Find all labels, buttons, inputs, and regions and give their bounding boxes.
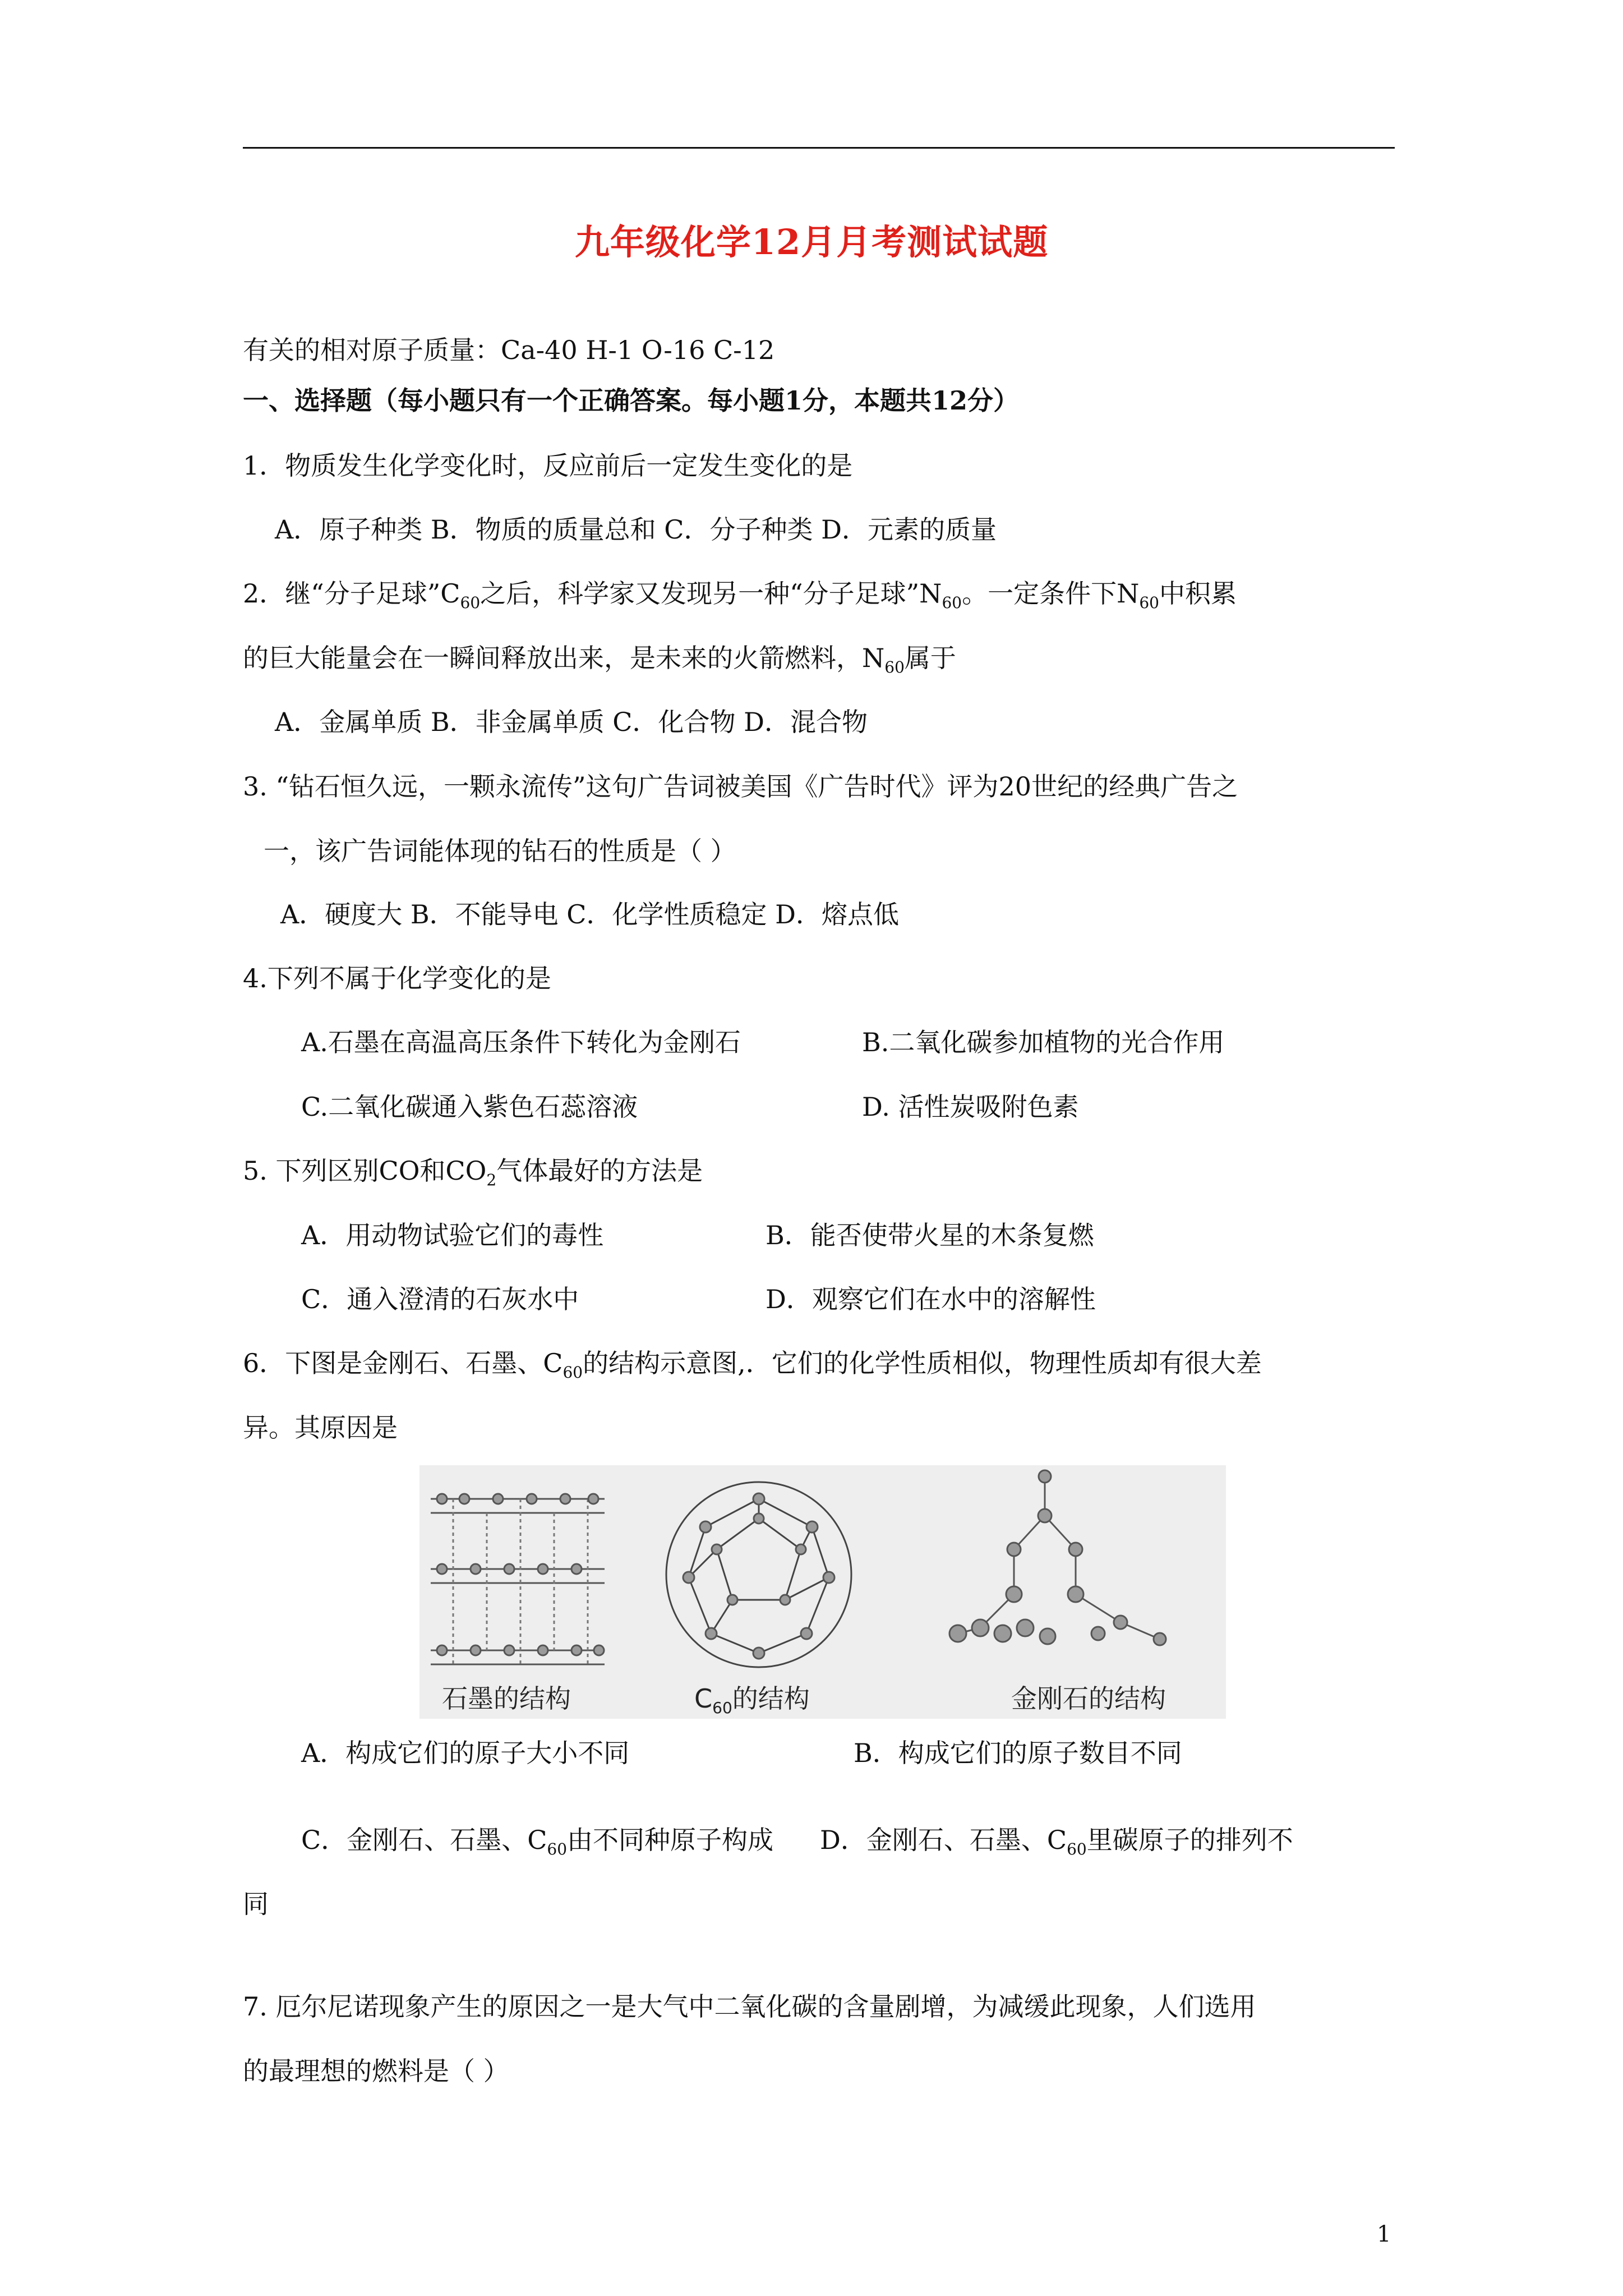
question-5-option-a: A．用动物试验它们的毒性 [301, 1220, 604, 1250]
question-3-options: A．硬度大 B．不能导电 C．化学性质稳定 D．熔点低 [280, 899, 899, 930]
question-4-option-d: D. 活性炭吸附色素 [862, 1092, 1079, 1122]
question-5-option-b: B．能否使带火星的木条复燃 [766, 1220, 1094, 1250]
question-5-stem: 5. 下列区别CO和$CO_2$气体最好的方法是 [243, 1156, 703, 1189]
page-number: 1 [1377, 2221, 1391, 2247]
question-6-stem-line2: 异。其原因是 [243, 1412, 398, 1443]
header-rule [243, 147, 1395, 149]
question-3-stem-line2: 一，该广告词能体现的钻石的性质是（ ） [264, 836, 736, 866]
question-4-option-c: C.二氧化碳通入紫色石蕊溶液 [301, 1092, 638, 1122]
carbon-structures-figure [419, 1465, 1226, 1719]
question-1-options: A．原子种类 B．物质的质量总和 C．分子种类 D．元素的质量 [275, 514, 997, 545]
section-heading: 一、选择题（每小题只有一个正确答案。每小题1分，本题共12分） [243, 385, 1020, 416]
question-6-option-b: B．构成它们的原子数目不同 [854, 1738, 1182, 1768]
c60-caption: $C_{60}$的结构 [694, 1683, 810, 1717]
question-1-stem: 1．物质发生化学变化时，反应前后一定发生变化的是 [243, 450, 853, 481]
question-2-options: A．金属单质 B．非金属单质 C．化合物 D．混合物 [275, 707, 868, 737]
question-4-stem: 4.下列不属于化学变化的是 [243, 963, 551, 993]
question-6-option-d-line2: 同 [243, 1889, 269, 1919]
question-6-option-c: C．金刚石、石墨、$C_{60}$由不同种原子构成 [301, 1825, 774, 1858]
c60-structure [666, 1482, 851, 1667]
question-4-option-b: B.二氧化碳参加植物的光合作用 [862, 1027, 1225, 1057]
question-6-stem: 6．下图是金刚石、石墨、$C_{60}$的结构示意图,．它们的化学性质相似，物理性质却有很大差 [243, 1348, 1262, 1382]
page-title: 九年级化学12月月考测试试题 [574, 222, 1049, 263]
question-7-stem-line2: 的最理想的燃料是（ ） [243, 2056, 509, 2086]
graphite-caption: 石墨的结构 [442, 1683, 571, 1714]
question-2-stem-line2: 的巨大能量会在一瞬间释放出来，是未来的火箭燃料，$N_{60}$属于 [243, 643, 956, 677]
question-5-option-c: C．通入澄清的石灰水中 [301, 1284, 579, 1314]
atomic-mass-line: 有关的相对原子质量：Ca-40 H-1 O-16 C-12 [243, 335, 775, 365]
question-7-stem: 7. 厄尔尼诺现象产生的原因之一是大气中二氧化碳的含量剧增，为减缓此现象，人们选用 [243, 1991, 1256, 2022]
diamond-structure [949, 1470, 1166, 1645]
question-2-stem: 2．继“分子足球$”C_{60}$之后，科学家又发现另一种“分子足球$”N_{60}$。一定条件下$N_{60}$中积累 [243, 578, 1237, 612]
diamond-caption: 金刚石的结构 [1011, 1683, 1166, 1714]
question-5-option-d: D．观察它们在水中的溶解性 [766, 1284, 1096, 1314]
graphite-structure [431, 1494, 605, 1664]
question-4-option-a: A.石墨在高温高压条件下转化为金刚石 [301, 1027, 741, 1057]
question-6-option-a: A．构成它们的原子大小不同 [301, 1738, 630, 1768]
question-6-option-d: D．金刚石、石墨、$C_{60}$里碳原子的排列不 [820, 1825, 1293, 1858]
question-3-stem: 3. “钻石恒久远，一颗永流传”这句广告词被美国《广告时代》评为20世纪的经典广告之 [243, 771, 1238, 802]
